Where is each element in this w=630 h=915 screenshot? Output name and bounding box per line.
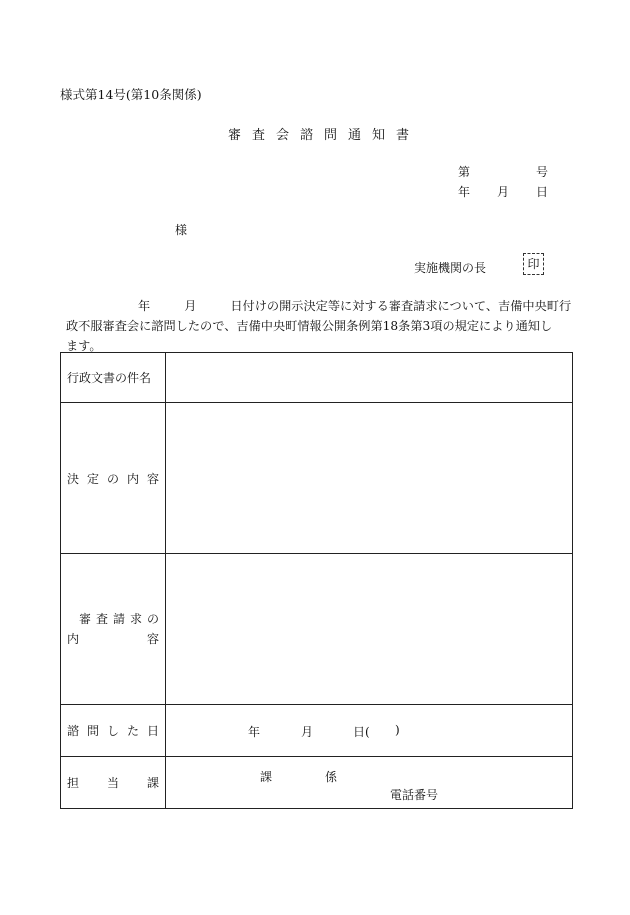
body-line-1	[66, 296, 576, 316]
notice-table	[60, 352, 573, 809]
dept-ka: 課	[260, 770, 273, 784]
request-label-line-1	[67, 609, 159, 629]
dept-fields	[166, 757, 572, 808]
notice-body	[66, 296, 576, 356]
dept-label-char: 担	[67, 776, 80, 790]
request-value-cell[interactable]	[166, 554, 573, 705]
subject-value-cell[interactable]	[166, 353, 573, 403]
inquiry-date-label-cell	[61, 705, 166, 757]
request-label-char: 容	[146, 632, 159, 646]
row-department	[61, 757, 573, 809]
request-label	[61, 609, 165, 649]
row-subject	[61, 353, 573, 403]
doc-number-prefix: 第	[458, 165, 471, 179]
decision-label-char: 容	[146, 471, 159, 486]
document-title: 審査会諮問通知書	[228, 128, 421, 143]
dept-label-char: 当	[106, 776, 119, 790]
sender-title: 実施機関の長	[414, 261, 487, 275]
request-label-cell	[61, 554, 166, 705]
decision-label-char: 内	[126, 471, 139, 486]
addressee-suffix: 様	[175, 223, 188, 237]
dept-label-cell	[61, 757, 166, 809]
form-number: 様式第14号(第10条関係)	[60, 87, 202, 102]
dept-label	[61, 774, 165, 791]
inquiry-date-year: 年	[248, 725, 261, 739]
decision-value-cell[interactable]	[166, 403, 573, 554]
inquiry-date-value-cell[interactable]	[166, 705, 573, 757]
inquiry-date-label-char: 日	[146, 724, 159, 738]
seal-stamp-box: 印	[523, 253, 544, 275]
inquiry-date-line	[166, 705, 572, 756]
inquiry-date-close: )	[395, 723, 400, 737]
row-request	[61, 554, 573, 705]
decision-label-char: 決	[67, 471, 80, 486]
decision-label-char: の	[106, 471, 119, 486]
request-label-char: 審	[79, 612, 92, 626]
doc-number-suffix: 号	[536, 165, 549, 179]
request-label-char: 請	[112, 612, 125, 626]
inquiry-date-label-char: 問	[86, 724, 99, 738]
dept-kakari: 係	[325, 770, 338, 784]
body-line-1-text: 日付けの開示決定等に対する審査請求について、吉備中央町行	[230, 299, 572, 313]
body-year: 年	[138, 299, 151, 313]
issue-date-day: 日	[536, 185, 549, 199]
issue-date-month: 月	[497, 185, 510, 199]
inquiry-date-day: 日(	[353, 725, 370, 739]
inquiry-date-month: 月	[301, 725, 314, 739]
inquiry-date-label-char: 諮	[67, 724, 80, 738]
issue-date-year: 年	[458, 185, 471, 199]
inquiry-date-label	[61, 722, 165, 739]
body-month: 月	[184, 299, 197, 313]
body-line-3: ます。	[66, 339, 102, 353]
decision-label	[61, 470, 165, 487]
dept-label-char: 課	[146, 776, 159, 790]
row-decision	[61, 403, 573, 554]
request-label-char: 査	[95, 612, 108, 626]
dept-value-cell[interactable]	[166, 757, 573, 809]
request-label-char: の	[146, 612, 159, 626]
decision-label-cell	[61, 403, 166, 554]
inquiry-date-label-char: た	[126, 724, 139, 738]
dept-phone-label: 電話番号	[390, 788, 439, 802]
subject-label-cell	[61, 353, 166, 403]
body-line-2: 政不服審査会に諮問したので、吉備中央町情報公開条例第18条第3項の規定により通知し	[66, 319, 553, 333]
decision-label-char: 定	[86, 471, 99, 486]
request-label-line-2	[67, 629, 159, 649]
request-label-char: 求	[129, 612, 142, 626]
row-inquiry-date	[61, 705, 573, 757]
subject-label: 行政文書の件名	[67, 371, 152, 385]
request-label-char: 内	[67, 632, 80, 646]
inquiry-date-label-char: し	[106, 724, 119, 738]
